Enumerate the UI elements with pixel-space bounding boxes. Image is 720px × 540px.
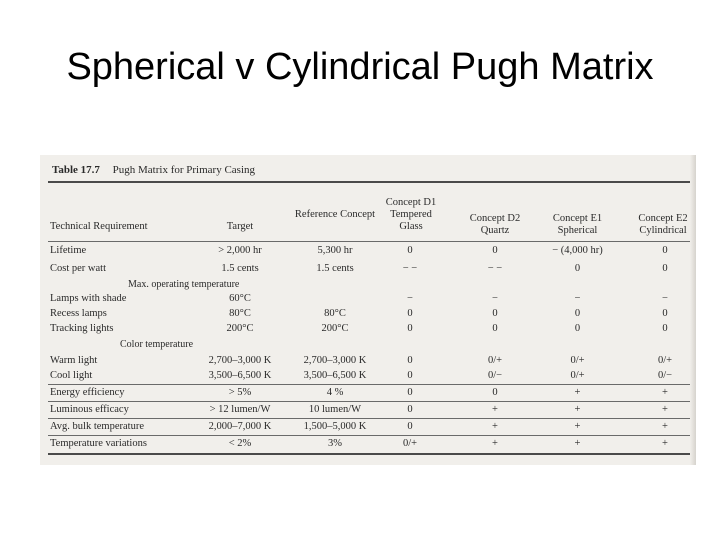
cell-concept-d2: + bbox=[492, 421, 498, 432]
cell-concept-e1: 0/+ bbox=[570, 355, 585, 366]
cell-concept-d1: 0/+ bbox=[402, 438, 418, 449]
table-number: Table 17.7 bbox=[52, 164, 100, 176]
slide-title: Spherical v Cylindrical Pugh Matrix bbox=[66, 46, 654, 88]
cell-concept-d2: 0 bbox=[492, 387, 498, 398]
cell-concept-d2: 0/+ bbox=[487, 355, 503, 366]
header-requirement: Technical Requirement bbox=[50, 221, 148, 232]
table-row bbox=[40, 404, 696, 416]
cell-concept-d1: 0 bbox=[407, 370, 413, 381]
cell-reference: 1,500–5,000 K bbox=[303, 421, 367, 432]
cell-concept-e2: 0 bbox=[662, 323, 668, 334]
cell-concept-e1: − (4,000 hr) bbox=[552, 245, 603, 256]
cell-concept-e2: 0 bbox=[662, 245, 668, 256]
cell-reference: 4 % bbox=[326, 387, 344, 398]
cell-reference: 3,500–6,500 K bbox=[303, 370, 367, 381]
header-target: Target bbox=[226, 221, 254, 232]
table-caption-text: Pugh Matrix for Primary Casing bbox=[112, 164, 256, 176]
group-header-temperature: Max. operating temperature bbox=[128, 279, 240, 290]
cell-reference: 10 lumen/W bbox=[308, 404, 362, 415]
cell-concept-d1: 0 bbox=[407, 387, 413, 398]
cell-target: 2,700–3,000 K bbox=[208, 355, 272, 366]
cell-concept-e2: 0/+ bbox=[657, 355, 673, 366]
table-row bbox=[40, 370, 696, 382]
table-row bbox=[40, 387, 696, 399]
bottom-rule bbox=[48, 453, 694, 455]
group-header-color: Color temperature bbox=[120, 339, 194, 350]
cell-concept-d2: − − bbox=[487, 263, 503, 274]
cell-concept-e2: + bbox=[662, 438, 668, 449]
cell-concept-d2: 0/− bbox=[487, 370, 503, 381]
cell-concept-e2: 0 bbox=[662, 263, 668, 274]
table-row bbox=[40, 245, 696, 257]
cell-requirement: Lamps with shade bbox=[50, 293, 127, 304]
table-row bbox=[40, 263, 696, 275]
cell-concept-d1: 0 bbox=[407, 245, 413, 256]
scanned-table-image bbox=[40, 155, 696, 465]
table-row bbox=[40, 293, 696, 305]
cell-target: 3,500–6,500 K bbox=[208, 370, 272, 381]
cell-requirement: Cost per watt bbox=[50, 263, 106, 274]
cell-concept-e1: − bbox=[574, 293, 581, 304]
row-divider bbox=[48, 384, 694, 385]
header-concept-d1: Concept D1 Tempered Glass bbox=[385, 197, 437, 232]
header-concept-d2: Concept D2 Quartz bbox=[469, 213, 521, 236]
cell-concept-e1: 0/+ bbox=[570, 370, 585, 381]
row-divider bbox=[48, 401, 694, 402]
cell-concept-e2: − bbox=[662, 293, 668, 304]
cell-concept-d1: 0 bbox=[407, 404, 413, 415]
row-divider bbox=[48, 435, 694, 436]
cell-requirement: Luminous efficacy bbox=[50, 404, 129, 415]
cell-concept-d1: 0 bbox=[407, 308, 413, 319]
cell-requirement: Cool light bbox=[50, 370, 93, 381]
cell-concept-e1: + bbox=[574, 404, 581, 415]
cell-concept-d2: − bbox=[492, 293, 498, 304]
header-concept-e2: Concept E2 Cylindrical bbox=[638, 213, 688, 236]
cell-reference: 1.5 cents bbox=[316, 263, 354, 274]
cell-concept-d2: + bbox=[492, 438, 498, 449]
cell-requirement: Avg. bulk temperature bbox=[50, 421, 144, 432]
table-row bbox=[40, 323, 696, 335]
cell-requirement: Temperature variations bbox=[50, 438, 147, 449]
table-row bbox=[40, 421, 696, 433]
scan-edge-shadow bbox=[690, 155, 696, 465]
cell-requirement: Energy efficiency bbox=[50, 387, 125, 398]
cell-concept-e1: + bbox=[574, 438, 581, 449]
header-concept-e1: Concept E1 Spherical bbox=[552, 213, 603, 236]
cell-reference: 5,300 hr bbox=[317, 245, 353, 256]
cell-concept-d2: 0 bbox=[492, 308, 498, 319]
cell-concept-e1: + bbox=[574, 421, 581, 432]
cell-reference: 80°C bbox=[324, 308, 346, 319]
header-rule bbox=[48, 241, 694, 242]
cell-target: 80°C bbox=[229, 308, 251, 319]
table-row bbox=[40, 308, 696, 320]
cell-requirement: Tracking lights bbox=[50, 323, 114, 334]
cell-reference: 3% bbox=[328, 438, 342, 449]
cell-concept-e2: + bbox=[662, 387, 668, 398]
top-rule bbox=[48, 181, 694, 183]
cell-concept-d1: − − bbox=[402, 263, 418, 274]
cell-requirement: Recess lamps bbox=[50, 308, 107, 319]
cell-concept-d2: 0 bbox=[492, 245, 498, 256]
cell-concept-d1: 0 bbox=[407, 355, 413, 366]
cell-concept-d2: 0 bbox=[492, 323, 498, 334]
cell-target: 60°C bbox=[229, 293, 251, 304]
cell-concept-e2: 0/− bbox=[657, 370, 673, 381]
cell-concept-e1: + bbox=[574, 387, 581, 398]
cell-target: > 12 lumen/W bbox=[209, 404, 271, 415]
table-row bbox=[40, 438, 696, 450]
cell-concept-e2: + bbox=[662, 404, 668, 415]
cell-target: 200°C bbox=[226, 323, 254, 334]
cell-reference: 200°C bbox=[321, 323, 349, 334]
cell-target: 2,000–7,000 K bbox=[208, 421, 272, 432]
cell-target: < 2% bbox=[228, 438, 252, 449]
cell-concept-d1: − bbox=[407, 293, 413, 304]
header-reference: Reference Concept bbox=[294, 209, 376, 220]
row-divider bbox=[48, 418, 694, 419]
cell-concept-d1: 0 bbox=[407, 323, 413, 334]
table-row bbox=[40, 355, 696, 367]
cell-concept-e1: 0 bbox=[574, 323, 581, 334]
cell-concept-e1: 0 bbox=[574, 263, 581, 274]
cell-concept-e2: + bbox=[662, 421, 668, 432]
cell-reference: 2,700–3,000 K bbox=[303, 355, 367, 366]
cell-target: > 5% bbox=[228, 387, 252, 398]
cell-concept-d2: + bbox=[492, 404, 498, 415]
cell-concept-e2: 0 bbox=[662, 308, 668, 319]
cell-target: > 2,000 hr bbox=[218, 245, 262, 256]
cell-requirement: Warm light bbox=[50, 355, 98, 366]
cell-concept-e1: 0 bbox=[574, 308, 581, 319]
cell-concept-d1: 0 bbox=[407, 421, 413, 432]
table-caption bbox=[52, 164, 255, 176]
cell-requirement: Lifetime bbox=[50, 245, 87, 256]
cell-target: 1.5 cents bbox=[221, 263, 259, 274]
